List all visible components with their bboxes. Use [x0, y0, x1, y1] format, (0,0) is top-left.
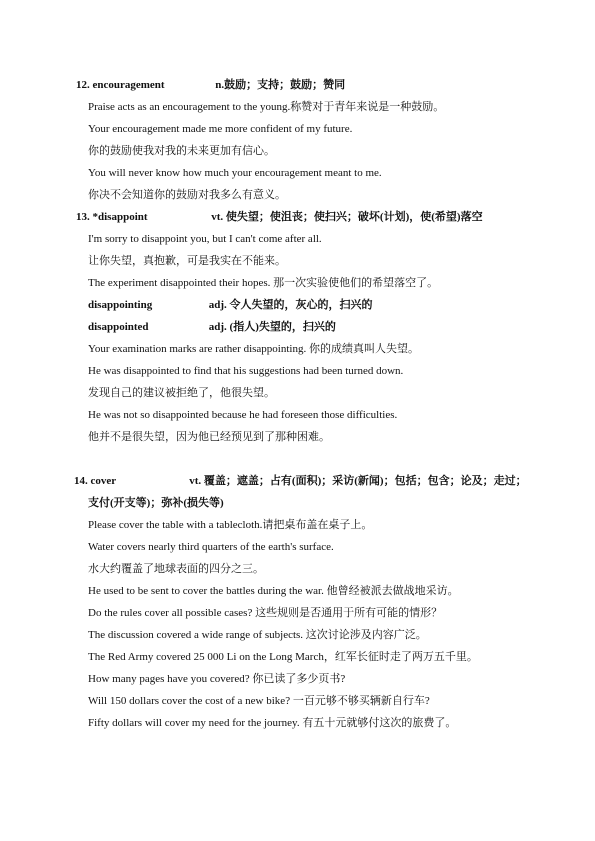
- derivative-heading: [88, 320, 336, 334]
- example-line: Will 150 dollars cover the cost of a new bike? 一百元够不够买辆新自行车?: [88, 695, 430, 707]
- entry-word: *disappoint: [92, 211, 148, 223]
- example-line: Please cover the table with a tablecloth.请把桌布盖在桌子上。: [88, 519, 373, 531]
- example-line: The discussion covered a wide range of subjects. 这次讨论涉及内容广泛。: [88, 629, 427, 641]
- example-line: 让你失望，真抱歉，可是我实在不能来。: [88, 255, 286, 267]
- example-line: 你的鼓励使我对我的未来更加有信心。: [88, 145, 275, 157]
- example-line: Your encouragement made me more confident of my future.: [88, 123, 353, 135]
- entry-number: 12.: [76, 79, 90, 91]
- entry-pos: vt. 覆盖；遮盖；占有(面积)；采访(新闻)；包括；包含；论及；走过；: [189, 475, 527, 487]
- example-line: He used to be sent to cover the battles during the war. 他曾经被派去做战地采访。: [88, 585, 459, 597]
- example-line: The experiment disappointed their hopes. 那一次实验使他们的希望落空了。: [88, 277, 439, 289]
- entry-heading: [76, 78, 345, 92]
- example-line: Your examination marks are rather disappointing. 你的成绩真叫人失望。: [88, 343, 419, 355]
- derivative-pos: adj. 令人失望的，灰心的，扫兴的: [208, 299, 373, 311]
- example-line: The Red Army covered 25 000 Li on the Long March，红军长征时走了两万五千里。: [88, 651, 478, 663]
- entry-pos-continued: 支付(开支等)；弥补(损失等): [88, 497, 224, 509]
- derivative-pos: adj. (指人)失望的，扫兴的: [208, 321, 336, 333]
- example-line: Fifty dollars will cover my need for the journey. 有五十元就够付这次的旅费了。: [88, 717, 457, 729]
- example-line: 水大约覆盖了地球表面的四分之三。: [88, 563, 264, 575]
- example-line: I'm sorry to disappoint you, but I can't come after all.: [88, 233, 322, 245]
- example-line: Water covers nearly third quarters of the earth's surface.: [88, 541, 334, 553]
- example-line: 他并不是很失望，因为他已经预见到了那种困难。: [88, 431, 330, 443]
- entry-number: 14.: [74, 475, 88, 487]
- example-line: He was not so disappointed because he had foreseen those difficulties.: [88, 409, 398, 421]
- entry-pos: vt. 使失望；使沮丧；使扫兴；破坏(计划)，使(希望)落空: [211, 211, 483, 223]
- derivative-heading: [88, 298, 373, 312]
- example-line: Do the rules cover all possible cases? 这些规则是否通用于所有可能的情形？: [88, 607, 443, 619]
- example-line: 发现自己的建议被拒绝了，他很失望。: [88, 387, 275, 399]
- entry-pos: n.鼓励；支持；鼓励；赞同: [215, 79, 346, 91]
- example-line: How many pages have you covered? 你已读了多少页书?: [88, 673, 346, 685]
- derivative-word: disappointed: [88, 321, 149, 333]
- entry-heading: [76, 210, 483, 224]
- entry-word: cover: [90, 475, 117, 487]
- example-line: You will never know how much your encouragement meant to me.: [88, 167, 382, 179]
- entry-heading: [74, 474, 527, 488]
- entry-number: 13.: [76, 211, 90, 223]
- example-line: 你决不会知道你的鼓励对我多么有意义。: [88, 189, 286, 201]
- derivative-word: disappointing: [88, 299, 153, 311]
- entry-word: encouragement: [92, 79, 165, 91]
- example-line: Praise acts as an encouragement to the young.称赞对于青年来说是一种鼓励。: [88, 101, 445, 113]
- example-line: He was disappointed to find that his suggestions had been turned down.: [88, 365, 404, 377]
